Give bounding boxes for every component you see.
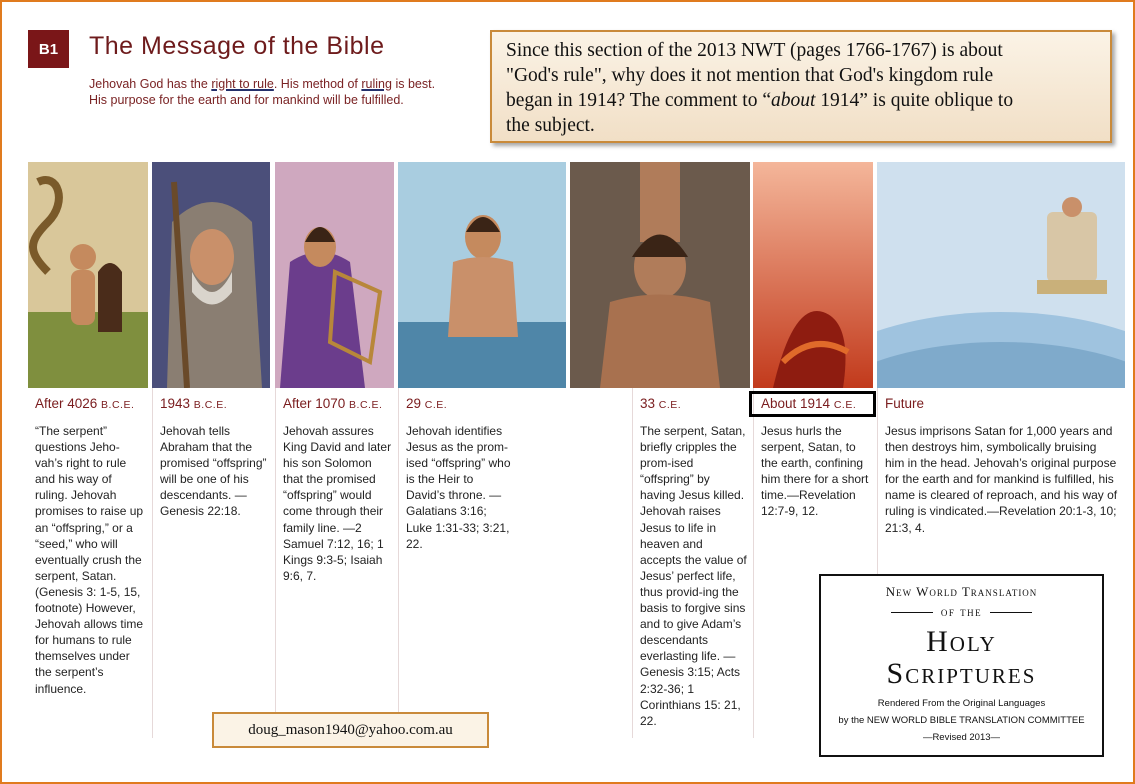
illustration-jesus-death [570, 162, 750, 388]
underlined-right-to-rule: right to rule [211, 77, 274, 91]
nwt-rendered: Rendered From the Original Languages [877, 698, 1046, 709]
timeline-col-1070 [275, 388, 398, 738]
nwt-revised: —Revised 2013— [922, 732, 1001, 743]
nwt-scriptures: Scriptures [886, 657, 1037, 690]
rule-right [990, 612, 1032, 613]
page-subtitle [89, 76, 435, 108]
era-label: After 1070 B.C.E. [283, 396, 383, 411]
nwt-title-box [819, 574, 1104, 757]
highlight-box-1914 [749, 391, 876, 417]
timeline-col-29 [398, 388, 518, 738]
timeline-col-4026 [28, 388, 152, 738]
comment-line-1: Since this section of the 2013 NWT (pages 1766-1767) is about [506, 40, 1003, 61]
comment-line-4: the subject. [506, 115, 595, 136]
page-title: The Message of the Bible [89, 32, 385, 60]
era-text: Jesus hurls the serpent, Satan, to the earth, confining him there for a short time.—Revelation 12:7-9, 12. [761, 424, 869, 519]
illustration-kingdom [877, 162, 1125, 388]
nwt-line-1: New World Translation [885, 584, 1038, 599]
era-text: Jehovah tells Abraham that the promised “offspring” will be one of his descendants. —Genesis 22:18. [160, 424, 267, 519]
illustration-abraham [152, 162, 270, 388]
nwt-committee: by the NEW WORLD BIBLE TRANSLATION COMMITTEE [838, 715, 1085, 726]
subtitle-line-1: Jehovah God has the right to rule. His method of ruling is best. [89, 77, 436, 91]
era-text: “The serpent” questions Jeho-vah’s right to rule and his way of ruling. Jehovah promises to raise up an “offspring,” or a “seed,” who will eventually crush the serpent, Satan. (Genesis 3: 1-5, 15, footnote) However, Jehovah allows time for humans to rule themselves under the serpent’s influence. [35, 424, 144, 696]
comment-about-italic: about [770, 90, 816, 111]
era-label: 1943 B.C.E. [160, 396, 228, 411]
illustration-david [275, 162, 394, 388]
era-text: Jehovah identifies Jesus as the prom-ised “offspring” who is the Heir to David’s throne. —Galatians 3:16; Luke 1:31-33; 3:21, 22. [406, 424, 511, 551]
era-text: Jehovah assures King David and later his son Solomon that the promised “offspring” would come through their family line. —2 Samuel 7:12, 16; 1 Kings 9:3-5; Isaiah 9:6, 7. [283, 424, 392, 583]
underlined-ruling: ruling [361, 77, 392, 91]
timeline-col-1943 [152, 388, 275, 738]
era-text: The serpent, Satan, briefly cripples the prom-ised “offspring” by having Jesus killed. Jehovah raises Jesus to life in heaven and accepts the value of Jesus’ perfect life, thus provid-ing the basis to forgive sins and to give Adam’s descendants everlasting life. —Genesis 3:15; Acts 2:32-36; 1 Corinthians 15: 21, 22. [640, 424, 747, 728]
illustration-satan-hurled [753, 162, 873, 388]
era-label: About 1914 C.E. [761, 396, 857, 411]
rule-left [891, 612, 933, 613]
era-label: 33 C.E. [640, 396, 682, 411]
section-badge: B1 [28, 30, 69, 68]
illustration-eden [28, 162, 148, 388]
subtitle-line-2: His purpose for the earth and for mankind will be fulfilled. [89, 93, 404, 107]
era-text: Jesus imprisons Satan for 1,000 years and then destroys him, symbolically bruising him in the head. Jehovah’s original purpose for the earth and for mankind is fulfilled, his name is cleared of reproach, and his way of ruling is vindicated.—Revelation 20:1-3, 10; 21:3, 4. [885, 424, 1118, 535]
timeline-col-33 [632, 388, 753, 738]
comment-line-3: began in 1914? The comment to “about 1914” is quite oblique to [506, 90, 1014, 111]
comment-line-2: "God's rule", why does it not mention that God's kingdom rule [506, 65, 994, 86]
comment-box [490, 30, 1112, 143]
era-label: Future [885, 396, 925, 411]
era-label: 29 C.E. [406, 396, 448, 411]
era-label: After 4026 B.C.E. [35, 396, 135, 411]
email-box: doug_mason1940@yahoo.com.au [212, 712, 489, 748]
nwt-holy: Holy [926, 625, 997, 658]
nwt-line-2: of the [821, 604, 1102, 620]
illustration-baptism [398, 162, 566, 388]
